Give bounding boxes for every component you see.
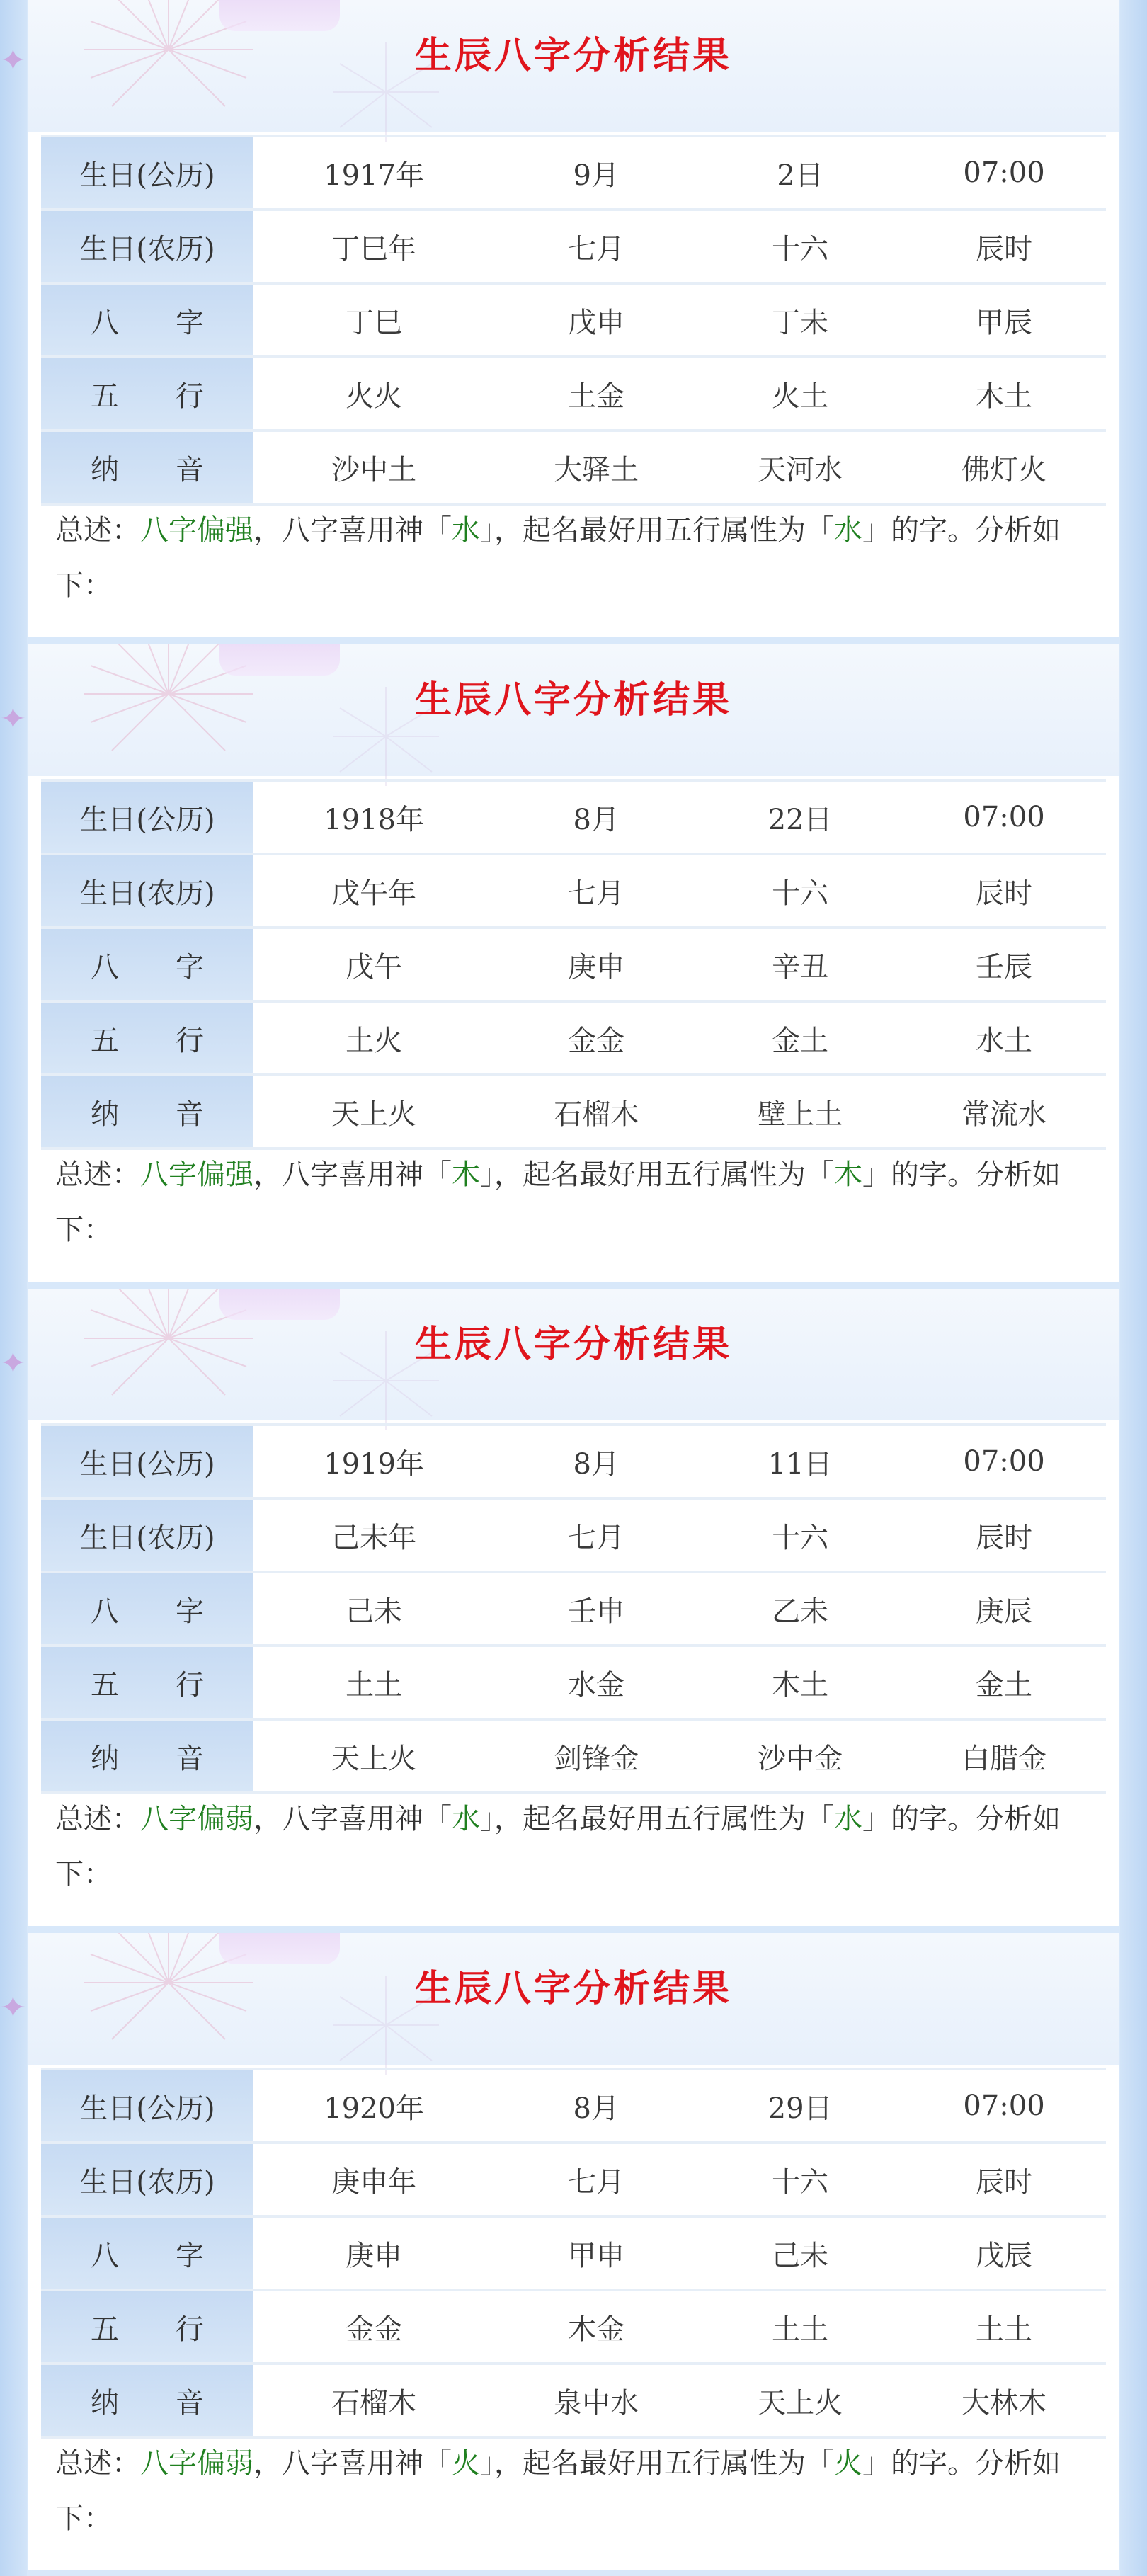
table-row [41, 2068, 1106, 2144]
summary-prefix: 总述： [55, 1158, 140, 1191]
table-row [41, 2291, 1106, 2365]
table-cell: 金土 [698, 1003, 902, 1076]
summary-suffix: 」的字。分析如下： [55, 514, 1061, 602]
table-cell: 七月 [494, 1500, 698, 1573]
bazi-table [41, 135, 1106, 506]
table-cell: 2日 [698, 135, 902, 211]
row-label: 五 行 [41, 2291, 253, 2365]
table-cell: 土金 [494, 358, 698, 432]
summary-mid: ，八字喜用神「 [253, 1803, 452, 1835]
favorable-god-highlight: 水 [452, 514, 480, 547]
table-cell: 戊午 [253, 929, 494, 1003]
table-cell: 己未 [253, 1573, 494, 1647]
table-cell: 剑锋金 [494, 1721, 698, 1794]
table-cell: 土土 [253, 1647, 494, 1721]
summary-text [55, 503, 1092, 613]
table-row [41, 1721, 1106, 1794]
row-label: 五 行 [41, 1003, 253, 1076]
table-cell: 金金 [494, 1003, 698, 1076]
table-cell: 十六 [698, 1500, 902, 1573]
strength-highlight: 八字偏强 [140, 514, 253, 547]
card-title: 生辰八字分析结果 [414, 1323, 732, 1366]
table-row [41, 211, 1106, 285]
table-cell: 8月 [494, 2068, 698, 2144]
bazi-result-card [28, 0, 1119, 637]
sparkle-icon: ✦ [0, 1345, 26, 1381]
row-label: 纳 音 [41, 432, 253, 506]
table-cell: 土土 [698, 2291, 902, 2365]
bazi-table [41, 1423, 1106, 1794]
table-row [41, 929, 1106, 1003]
row-label: 生日(公历) [41, 2068, 253, 2144]
summary-mid2: 」，起名最好用五行属性为「 [480, 1803, 834, 1835]
table-cell: 大林木 [902, 2365, 1106, 2439]
table-cell: 天上火 [698, 2365, 902, 2439]
table-cell: 水金 [494, 1647, 698, 1721]
table-cell: 1918年 [253, 779, 494, 855]
table-cell: 乙未 [698, 1573, 902, 1647]
table-cell: 戊午年 [253, 855, 494, 929]
table-row [41, 2365, 1106, 2439]
row-label: 纳 音 [41, 1721, 253, 1794]
strength-highlight: 八字偏弱 [140, 2447, 253, 2480]
strength-highlight: 八字偏强 [140, 1158, 253, 1191]
favorable-god-highlight: 水 [452, 1803, 480, 1835]
table-row [41, 358, 1106, 432]
table-cell: 辛丑 [698, 929, 902, 1003]
card-title: 生辰八字分析结果 [414, 1967, 732, 2010]
element-highlight: 火 [834, 2447, 862, 2480]
table-cell: 白腊金 [902, 1721, 1106, 1794]
table-cell: 常流水 [902, 1076, 1106, 1150]
strength-highlight: 八字偏弱 [140, 1803, 253, 1835]
table-cell: 十六 [698, 211, 902, 285]
summary-mid: ，八字喜用神「 [253, 2447, 452, 2480]
table-cell: 壬申 [494, 1573, 698, 1647]
summary-text [55, 1791, 1092, 1902]
table-cell: 石榴木 [494, 1076, 698, 1150]
table-cell: 1917年 [253, 135, 494, 211]
table-cell: 金金 [253, 2291, 494, 2365]
table-cell: 甲申 [494, 2218, 698, 2291]
table-cell: 天河水 [698, 432, 902, 506]
row-label: 生日(农历) [41, 2144, 253, 2218]
table-cell: 丁巳 [253, 285, 494, 358]
table-cell: 22日 [698, 779, 902, 855]
row-label: 八 字 [41, 1573, 253, 1647]
row-label: 五 行 [41, 358, 253, 432]
sparkle-icon: ✦ [0, 1990, 26, 2026]
element-highlight: 木 [834, 1158, 862, 1191]
bazi-result-card [28, 644, 1119, 1282]
table-row [41, 1647, 1106, 1721]
table-cell: 水土 [902, 1003, 1106, 1076]
row-label: 生日(公历) [41, 1423, 253, 1500]
row-label: 纳 音 [41, 1076, 253, 1150]
table-cell: 庚申 [253, 2218, 494, 2291]
summary-prefix: 总述： [55, 514, 140, 547]
table-row [41, 1003, 1106, 1076]
card-header [28, 644, 1119, 776]
table-row [41, 432, 1106, 506]
bazi-result-card [28, 1289, 1119, 1926]
table-cell: 07:00 [902, 135, 1106, 211]
favorable-god-highlight: 木 [452, 1158, 480, 1191]
bazi-table [41, 779, 1106, 1150]
table-cell: 丁未 [698, 285, 902, 358]
table-cell: 沙中金 [698, 1721, 902, 1794]
summary-suffix: 」的字。分析如下： [55, 1803, 1061, 1891]
table-cell: 辰时 [902, 855, 1106, 929]
table-cell: 土土 [902, 2291, 1106, 2365]
table-row [41, 2218, 1106, 2291]
row-label: 八 字 [41, 285, 253, 358]
table-cell: 木金 [494, 2291, 698, 2365]
element-highlight: 水 [834, 1803, 862, 1835]
table-cell: 己未年 [253, 1500, 494, 1573]
table-cell: 七月 [494, 211, 698, 285]
summary-mid2: 」，起名最好用五行属性为「 [480, 1158, 834, 1191]
table-cell: 8月 [494, 1423, 698, 1500]
table-cell: 十六 [698, 855, 902, 929]
table-row [41, 1076, 1106, 1150]
bazi-result-card [28, 1933, 1119, 2570]
table-row [41, 1423, 1106, 1500]
table-cell: 沙中土 [253, 432, 494, 506]
table-cell: 土火 [253, 1003, 494, 1076]
summary-text [55, 2436, 1092, 2546]
table-cell: 11日 [698, 1423, 902, 1500]
table-cell: 1919年 [253, 1423, 494, 1500]
summary-suffix: 」的字。分析如下： [55, 2447, 1061, 2535]
table-row [41, 779, 1106, 855]
table-cell: 9月 [494, 135, 698, 211]
table-cell: 壁上土 [698, 1076, 902, 1150]
row-label: 八 字 [41, 929, 253, 1003]
table-row [41, 1500, 1106, 1573]
summary-suffix: 」的字。分析如下： [55, 1158, 1061, 1246]
favorable-god-highlight: 火 [452, 2447, 480, 2480]
table-cell: 七月 [494, 2144, 698, 2218]
row-label: 五 行 [41, 1647, 253, 1721]
card-header [28, 0, 1119, 132]
summary-prefix: 总述： [55, 2447, 140, 2480]
row-label: 生日(农历) [41, 855, 253, 929]
table-row [41, 1573, 1106, 1647]
table-row [41, 855, 1106, 929]
bazi-table [41, 2068, 1106, 2439]
table-cell: 庚申 [494, 929, 698, 1003]
sparkle-icon: ✦ [0, 701, 26, 737]
page-edge-right [1120, 0, 1147, 2576]
summary-text [55, 1147, 1092, 1258]
row-label: 八 字 [41, 2218, 253, 2291]
page-edge-left [0, 0, 27, 2576]
table-cell: 木土 [698, 1647, 902, 1721]
table-cell: 庚申年 [253, 2144, 494, 2218]
table-cell: 辰时 [902, 211, 1106, 285]
table-cell: 07:00 [902, 2068, 1106, 2144]
card-title: 生辰八字分析结果 [414, 34, 732, 77]
card-header [28, 1933, 1119, 2065]
table-cell: 辰时 [902, 2144, 1106, 2218]
table-cell: 金土 [902, 1647, 1106, 1721]
table-cell: 火土 [698, 358, 902, 432]
table-cell: 大驿土 [494, 432, 698, 506]
table-cell: 泉中水 [494, 2365, 698, 2439]
summary-mid2: 」，起名最好用五行属性为「 [480, 514, 834, 547]
table-cell: 火火 [253, 358, 494, 432]
table-row [41, 285, 1106, 358]
table-cell: 8月 [494, 779, 698, 855]
table-row [41, 2144, 1106, 2218]
card-title: 生辰八字分析结果 [414, 678, 732, 722]
row-label: 生日(农历) [41, 211, 253, 285]
table-cell: 十六 [698, 2144, 902, 2218]
row-label: 生日(公历) [41, 779, 253, 855]
table-cell: 己未 [698, 2218, 902, 2291]
table-cell: 天上火 [253, 1076, 494, 1150]
card-header [28, 1289, 1119, 1420]
table-cell: 辰时 [902, 1500, 1106, 1573]
table-cell: 石榴木 [253, 2365, 494, 2439]
table-cell: 07:00 [902, 1423, 1106, 1500]
element-highlight: 水 [834, 514, 862, 547]
table-cell: 天上火 [253, 1721, 494, 1794]
table-cell: 七月 [494, 855, 698, 929]
row-label: 生日(公历) [41, 135, 253, 211]
summary-mid: ，八字喜用神「 [253, 1158, 452, 1191]
summary-prefix: 总述： [55, 1803, 140, 1835]
row-label: 生日(农历) [41, 1500, 253, 1573]
table-cell: 丁巳年 [253, 211, 494, 285]
summary-mid: ，八字喜用神「 [253, 514, 452, 547]
row-label: 纳 音 [41, 2365, 253, 2439]
table-cell: 戊辰 [902, 2218, 1106, 2291]
table-cell: 庚辰 [902, 1573, 1106, 1647]
table-cell: 1920年 [253, 2068, 494, 2144]
summary-mid2: 」，起名最好用五行属性为「 [480, 2447, 834, 2480]
table-cell: 29日 [698, 2068, 902, 2144]
table-cell: 戊申 [494, 285, 698, 358]
sparkle-icon: ✦ [0, 42, 26, 79]
table-cell: 07:00 [902, 779, 1106, 855]
table-cell: 甲辰 [902, 285, 1106, 358]
table-row [41, 135, 1106, 211]
table-cell: 佛灯火 [902, 432, 1106, 506]
table-cell: 壬辰 [902, 929, 1106, 1003]
table-cell: 木土 [902, 358, 1106, 432]
